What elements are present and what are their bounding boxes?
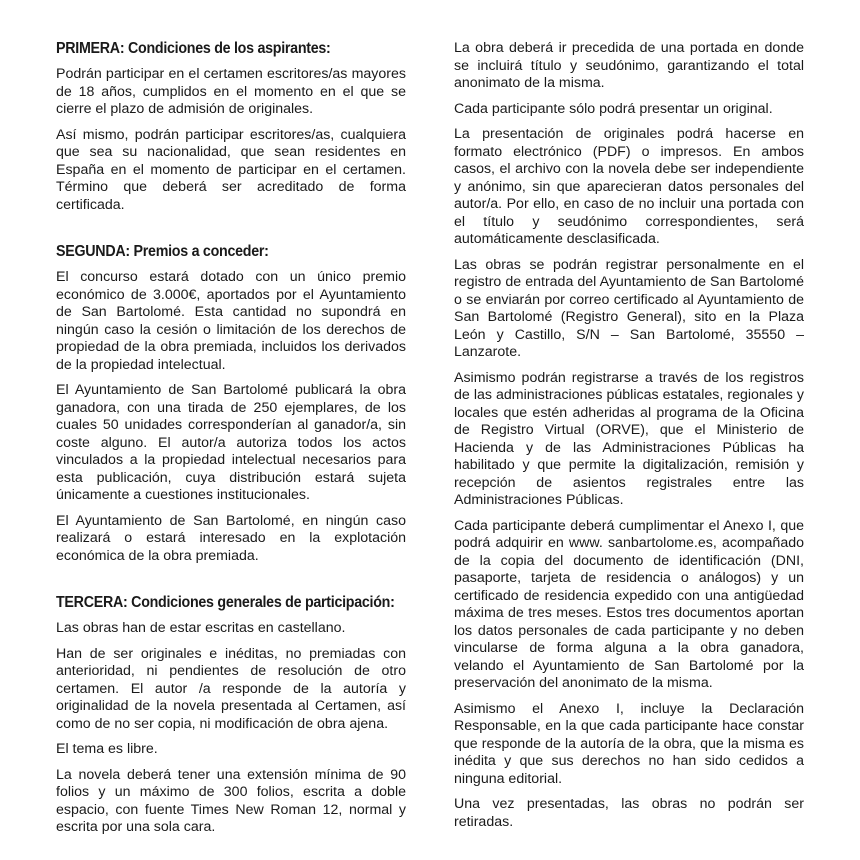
paragraph: Las obras han de estar escritas en castellano. [56, 620, 346, 636]
heading-label: PRIMERA: [56, 40, 125, 57]
heading-text: Condiciones de los aspirantes: [128, 40, 331, 57]
paragraph: El concurso estará dotado con un único premio económico de 3.000€, aportados por el Ayuntamiento de San Bartolomé. Esta cantidad no supondrá en ningún caso la cesión o limitación de los derechos de propiedad de la obra premiada, incluidos los derivados de la propiedad intelectual. [56, 269, 406, 373]
paragraph: Las obras se podrán registrar personalmente en el registro de entrada del Ayuntamiento de San Bartolomé o se enviarán por correo certificado al Ayuntamiento de San Bartolomé (Registro General), sito en la Plaza León y Castillo, S/N – San Bartolomé, 35550 – Lanzarote. [454, 256, 804, 360]
heading-text: Condiciones generales de participación: [131, 594, 395, 611]
paragraph: Han de ser originales e inéditas, no premiadas con anterioridad, ni pendientes de resolución de otro certamen. El autor /a responde de la autoría y originalidad de la novela presentada al Certamen, así como de no ser copia, ni modificación de obra ajena. [56, 645, 406, 732]
section-heading-segunda [56, 243, 378, 261]
section-heading-tercera [56, 594, 395, 612]
paragraph: La obra deberá ir precedida de una portada en donde se incluirá título y seudónimo, garantizando el total anonimato de la misma. [454, 40, 804, 91]
paragraph: Una vez presentadas, las obras no podrán ser retiradas. [454, 796, 804, 830]
section-heading-primera [56, 40, 378, 58]
paragraph: Así mismo, podrán participar escritores/as, cualquiera que sea su nacionalidad, que sean residentes en España en el momento de participar en el certamen. Término que deberá ser acreditado de forma certificada. [56, 126, 406, 213]
paragraph: Podrán participar en el certamen escritores/as mayores de 18 años, cumplidos en el momento en el que se cierre el plazo de admisión de originales. [56, 66, 406, 117]
heading-label: TERCERA: [56, 594, 128, 611]
paragraph: La presentación de originales podrá hacerse en formato electrónico (PDF) o impresos. En ambos casos, el archivo con la novela debe ser independiente y anónimo, sin que aparecieran datos personales del autor/a. Por ello, en caso de no incluir una portada con el título y seudónimo correspondientes, será automáticamente desclasificada. [454, 126, 804, 247]
right-column [454, 40, 804, 839]
paragraph: La novela deberá tener una extensión mínima de 90 folios y un máximo de 300 folios, escrita a doble espacio, con fuente Times New Roman 12, normal y escrita por una sola cara. [56, 766, 406, 835]
heading-label: SEGUNDA: [56, 243, 130, 260]
paragraph: Asimismo podrán registrarse a través de los registros de las administraciones públicas estatales, regionales y locales que estén adheridas al programa de la Oficina de Registro Virtual (ORVE), que el Ministerio de Hacienda y de las Administraciones Públicas ha habilitado y que permite la digitalización, remisión y recepción de asientos registrales entre las Administraciones Públicas. [454, 369, 804, 508]
paragraph: El Ayuntamiento de San Bartolomé, en ningún caso realizará o estará interesado en la explotación económica de la obra premiada. [56, 512, 406, 564]
left-column [56, 40, 406, 845]
paragraph: El Ayuntamiento de San Bartolomé publicará la obra ganadora, con una tirada de 250 ejemplares, de los cuales 50 unidades corresponderían al ganador/a, sin coste alguno. El autor/a autoriza todos los actos vinculados a la propiedad intelectual necesarios para esta publicación, cuya distribución estará sujeta únicamente a cuestiones institucionales. [56, 382, 406, 503]
paragraph: El tema es libre. [56, 741, 158, 757]
heading-text: Premios a conceder: [133, 243, 269, 260]
paragraph: Cada participante deberá cumplimentar el Anexo I, que podrá adquirir en www. sanbartolome.es, acompañado de la copia del documento de identificación (DNI, pasaporte, tarjeta de residencia o análogos) y un certificado de residencia expedido con una antigüedad máxima de tres meses. Estos tres documentos aportan los datos personales de cada participante y no deben vincularse de forma alguna a la obra ganadora, velando el Ayuntamiento de San Bartolomé por la preservación del anonimato de la misma. [454, 517, 804, 691]
paragraph: Cada participante sólo podrá presentar un original. [454, 100, 773, 117]
paragraph: Asimismo el Anexo I, incluye la Declaración Responsable, en la que cada participante hace constar que responde de la autoría de la obra, que la misma es inédita y que sus derechos no han sido cedidos a ninguna editorial. [454, 700, 804, 787]
